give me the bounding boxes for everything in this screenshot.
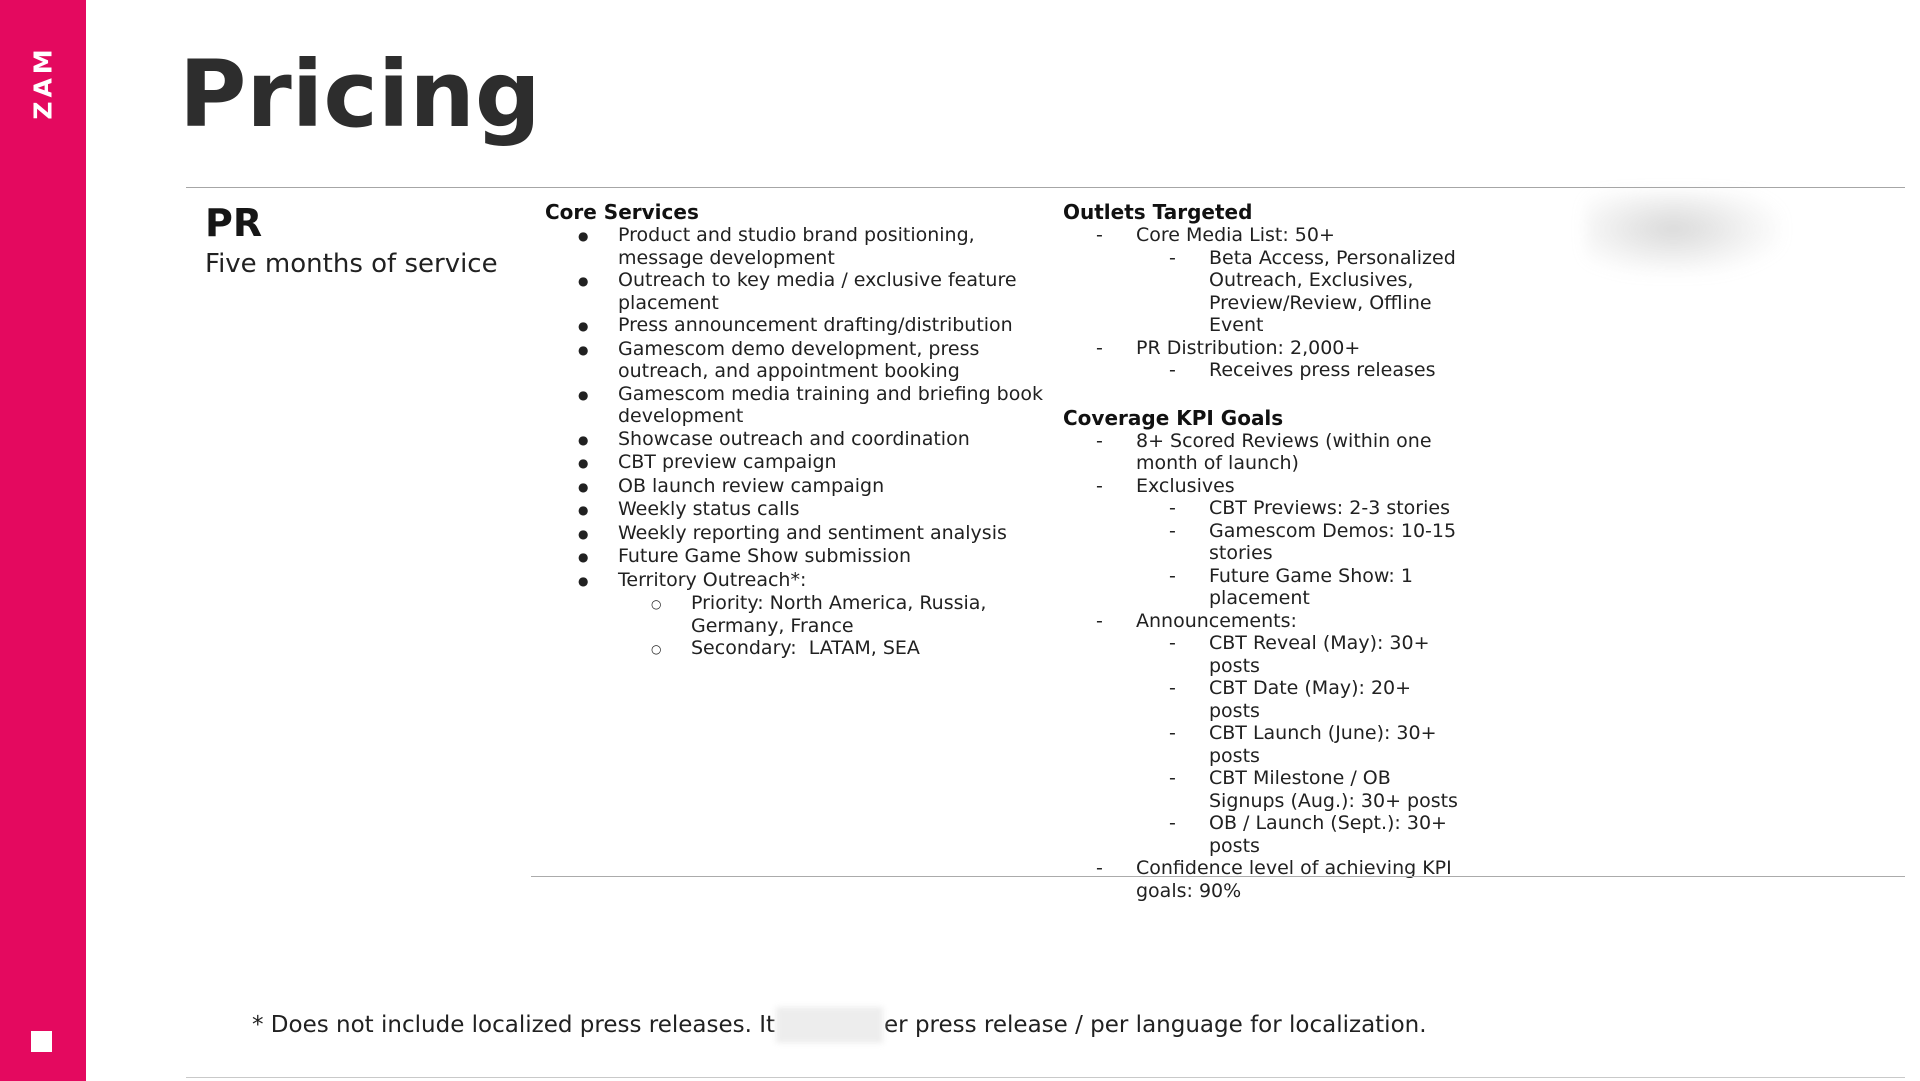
bullet-marker: ● <box>578 319 589 333</box>
list-item-text: 8+ Scored Reviews (within one month of launch) <box>1136 429 1438 474</box>
list-item <box>1063 632 1463 677</box>
bullet-marker: - <box>1169 497 1176 519</box>
bullet-marker: - <box>1096 336 1103 359</box>
list-item <box>1063 812 1463 857</box>
list-item <box>545 545 1045 569</box>
list-item <box>545 314 1045 338</box>
list-item <box>1063 224 1463 247</box>
bullet-marker: ● <box>578 387 589 402</box>
outlets-targeted-heading: Outlets Targeted <box>1063 200 1253 224</box>
list-item-text: Beta Access, Personalized Outreach, Exclusives, Preview/Review, Offline Event <box>1209 246 1462 336</box>
list-item <box>545 522 1045 546</box>
list-item-text: CBT Milestone / OB Signups (Aug.): 30+ posts <box>1209 767 1458 812</box>
bullet-marker: ● <box>578 526 589 541</box>
core-services-list <box>545 224 1050 661</box>
list-item <box>545 637 1045 661</box>
list-item-text: Secondary: LATAM, SEA <box>691 637 920 659</box>
coverage-kpi-heading: Coverage KPI Goals <box>1063 405 1284 430</box>
list-item-text: Confidence level of achieving KPI goals: 90% <box>1136 857 1458 902</box>
list-item <box>545 382 1050 428</box>
bullet-marker: ● <box>578 342 589 357</box>
list-item <box>1063 475 1463 498</box>
bullet-marker: - <box>1169 677 1176 699</box>
bullet-marker: ○ <box>651 597 662 611</box>
list-item <box>545 338 1045 383</box>
footnote-suffix: er press release / per language for localization. <box>884 1012 1427 1038</box>
bullet-marker: - <box>1169 722 1176 744</box>
bullet-marker: - <box>1096 224 1103 246</box>
list-item <box>545 269 1045 314</box>
list-item-text: Core Media List: 50+ <box>1136 224 1335 246</box>
list-item-text: Territory Outreach*: <box>618 568 807 591</box>
sidebar-square-decoration <box>31 1031 52 1052</box>
list-item <box>1063 359 1463 382</box>
list-item-text: CBT Reveal (May): 30+ posts <box>1209 632 1436 677</box>
list-item-text: Priority: North America, Russia, Germany, France <box>691 592 993 637</box>
list-item <box>1063 497 1463 520</box>
bullet-marker: ● <box>578 432 589 447</box>
list-item <box>1063 767 1463 812</box>
list-item <box>1063 565 1463 610</box>
list-item-text: CBT Date (May): 20+ posts <box>1209 677 1418 722</box>
package-name: PR <box>205 201 263 245</box>
bullet-marker: - <box>1169 246 1176 269</box>
list-item <box>545 428 1045 452</box>
list-item-text: Product and studio brand positioning, message development <box>618 224 981 269</box>
list-item-text: OB launch review campaign <box>618 474 885 497</box>
list-item <box>545 475 1045 499</box>
bullet-marker: ● <box>578 274 589 288</box>
outlets-targeted-list <box>1063 224 1463 382</box>
list-item <box>1063 430 1463 475</box>
core-services-heading: Core Services <box>545 200 699 224</box>
bullet-marker: ● <box>578 456 589 470</box>
bullet-marker: - <box>1096 474 1103 497</box>
list-item <box>1063 247 1463 337</box>
list-item-text: CBT Launch (June): 30+ posts <box>1209 722 1443 767</box>
list-item-text: Future Game Show: 1 placement <box>1209 564 1419 609</box>
bullet-marker: - <box>1169 359 1176 381</box>
list-item-text: Receives press releases <box>1209 359 1436 381</box>
bullet-marker: - <box>1169 519 1176 542</box>
list-item <box>1063 722 1463 767</box>
list-item-text: Outreach to key media / exclusive feature placement <box>618 269 1023 314</box>
list-item-text: Showcase outreach and coordination <box>618 427 970 450</box>
title-divider-line <box>186 187 1905 188</box>
list-item <box>1063 610 1463 633</box>
list-item-text: Gamescom media training and briefing book development <box>618 382 1050 427</box>
list-item-text: CBT Previews: 2-3 stories <box>1209 497 1450 519</box>
brand-logo <box>0 26 86 138</box>
bullet-marker: ○ <box>651 642 662 656</box>
coverage-kpi-block <box>1063 406 1463 903</box>
footnote <box>252 1005 1427 1045</box>
list-item-text: Weekly reporting and sentiment analysis <box>618 521 1007 544</box>
bullet-marker: - <box>1169 767 1176 789</box>
redacted-amount-blur <box>776 1007 883 1043</box>
list-item-text: Gamescom demo development, press outreach, and appointment booking <box>618 337 986 382</box>
bullet-marker: - <box>1169 632 1176 654</box>
list-item-text: Exclusives <box>1136 474 1235 497</box>
bullet-marker: - <box>1169 812 1176 834</box>
list-item <box>545 569 1045 593</box>
list-item <box>1063 677 1463 722</box>
list-item-text: Press announcement drafting/distribution <box>618 314 1013 336</box>
bullet-marker: ● <box>578 229 589 243</box>
brand-sidebar <box>0 0 86 1081</box>
core-services-column <box>545 200 1050 661</box>
pr-package-column <box>205 200 505 280</box>
list-item <box>545 592 1045 637</box>
bullet-marker: - <box>1169 564 1176 587</box>
list-item-text: Future Game Show submission <box>618 545 911 567</box>
list-item <box>545 224 1045 269</box>
bullet-marker: - <box>1096 429 1103 452</box>
list-item-text: PR Distribution: 2,000+ <box>1136 336 1361 359</box>
coverage-kpi-list <box>1063 430 1463 903</box>
list-item-text: CBT preview campaign <box>618 451 837 473</box>
bullet-marker: ● <box>578 503 589 517</box>
bullet-marker: - <box>1096 857 1103 879</box>
bullet-marker: ● <box>578 479 589 494</box>
list-item <box>1063 520 1463 565</box>
package-duration: Five months of service <box>205 249 498 279</box>
bullet-marker: ● <box>578 573 589 588</box>
list-item-text: Weekly status calls <box>618 498 800 520</box>
outlets-kpi-column <box>1063 200 1463 902</box>
page-title: Pricing <box>179 41 541 148</box>
bottom-divider-line <box>186 1077 1905 1078</box>
list-item-text: Announcements: <box>1136 609 1297 632</box>
brand-logo-text: ZAM <box>28 44 58 120</box>
bullet-marker: ● <box>578 550 589 564</box>
redacted-price-blur <box>1585 192 1781 274</box>
content-divider-line <box>531 876 1905 877</box>
bullet-marker: - <box>1096 609 1103 632</box>
list-item <box>545 451 1045 475</box>
list-item-text: Gamescom Demos: 10-15 stories <box>1209 519 1463 564</box>
footnote-prefix: * Does not include localized press releases. It <box>252 1012 776 1038</box>
list-item-text: OB / Launch (Sept.): 30+ posts <box>1209 812 1454 857</box>
list-item <box>1063 857 1463 902</box>
list-item <box>1063 337 1463 360</box>
list-item <box>545 498 1045 522</box>
